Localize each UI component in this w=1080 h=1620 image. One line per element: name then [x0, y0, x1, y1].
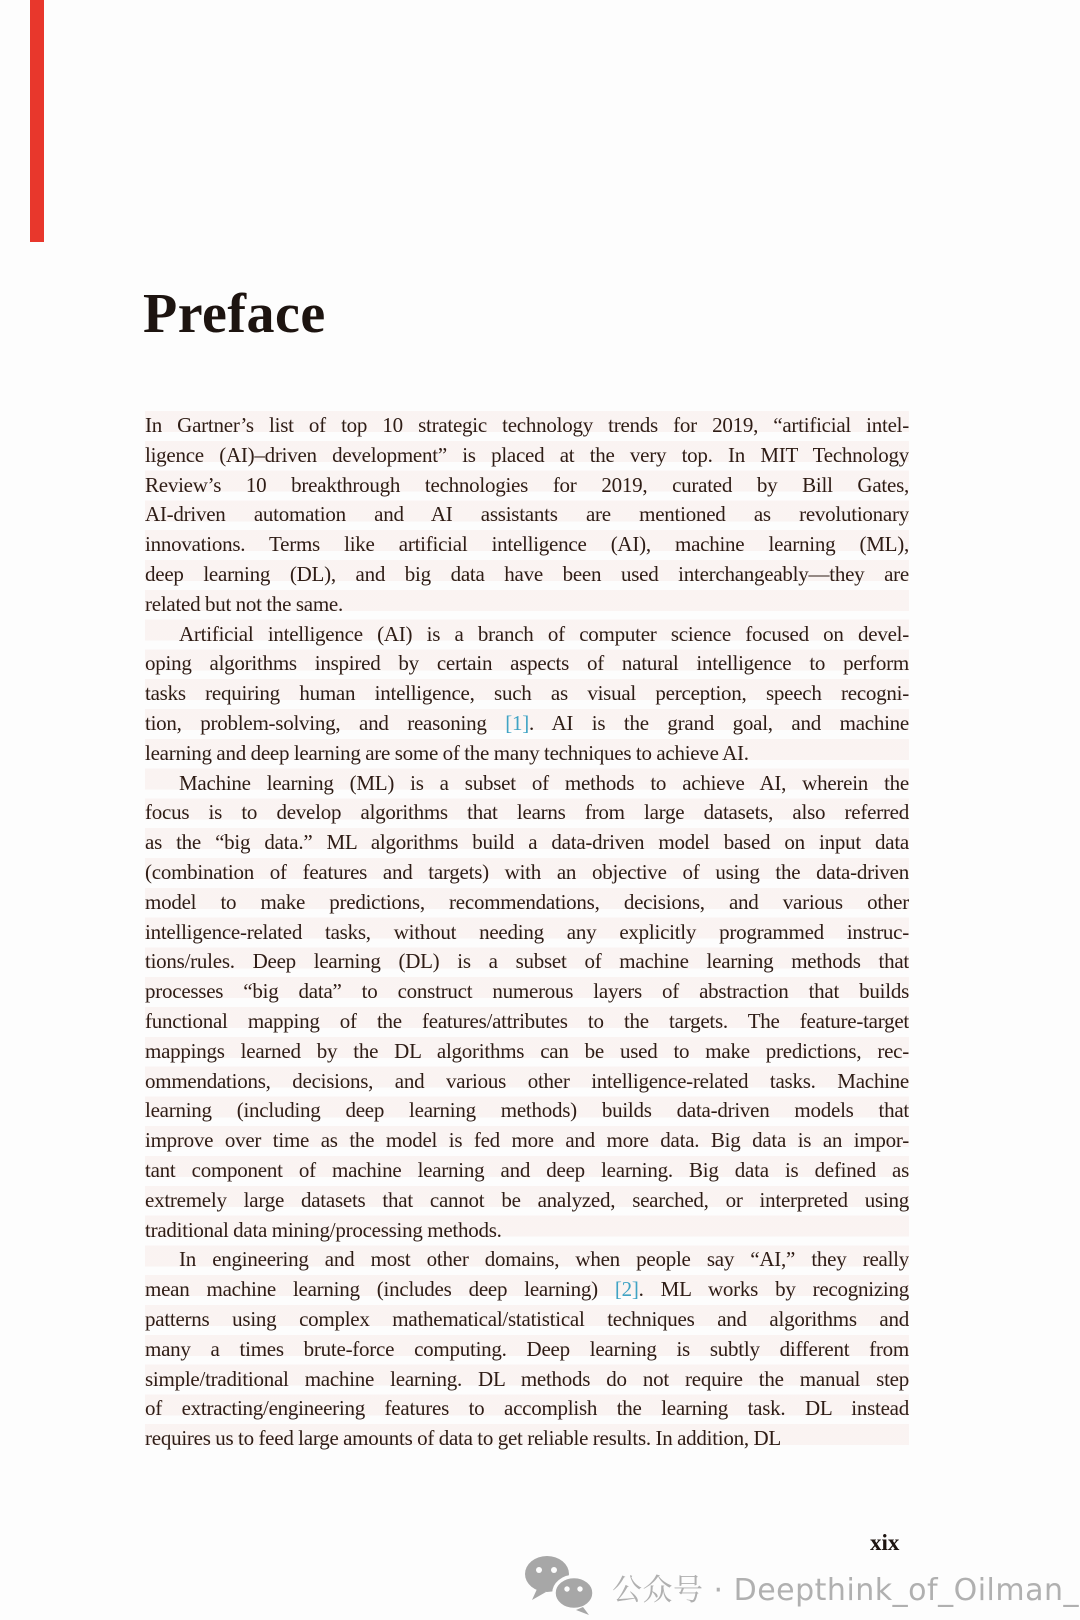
- body-line: learning and deep learning are some of the many techniques to achieve AI.: [145, 740, 749, 765]
- body-line: tasks requiring human intelligence, such as visual perception, speech recogni-: [145, 681, 909, 706]
- body-line: model to make predictions, recommendations, decisions, and various other: [145, 889, 909, 914]
- body-line: Machine learning (ML) is a subset of methods to achieve AI, wherein the: [179, 770, 909, 795]
- page-title: Preface: [143, 282, 326, 345]
- watermark-text: 公众号 · Deepthink_of_Oilman_: [612, 1572, 1079, 1608]
- body-line: mean machine learning (includes deep learning) [2]. ML works by recognizing: [145, 1277, 909, 1302]
- body-text: [145, 411, 909, 1454]
- body-line: Review’s 10 breakthrough technologies for 2019, curated by Bill Gates,: [145, 472, 909, 497]
- body-line: tions/rules. Deep learning (DL) is a subset of machine learning methods that: [145, 949, 909, 974]
- page-number: xix: [870, 1530, 900, 1555]
- body-line: functional mapping of the features/attributes to the targets. The feature-target: [145, 1008, 909, 1033]
- body-line: tant component of machine learning and deep learning. Big data is defined as: [145, 1157, 909, 1182]
- body-line: as the “big data.” ML algorithms build a data-driven model based on input data: [145, 830, 909, 855]
- body-line: mappings learned by the DL algorithms can be used to make predictions, rec-: [145, 1038, 909, 1063]
- body-line: tion, problem-solving, and reasoning [1]. AI is the grand goal, and machine: [145, 710, 909, 735]
- body-line: simple/traditional machine learning. DL methods do not require the manual step: [145, 1366, 909, 1391]
- body-line: of extracting/engineering features to accomplish the learning task. DL instead: [145, 1396, 909, 1421]
- body-line: processes “big data” to construct numerous layers of abstraction that builds: [145, 979, 909, 1004]
- body-line: requires us to feed large amounts of data to get reliable results. In addition, DL: [145, 1426, 781, 1451]
- body-line: intelligence-related tasks, without needing any explicitly programmed instruc-: [145, 919, 909, 944]
- body-line: (combination of features and targets) with an objective of using the data-driven: [145, 859, 909, 884]
- body-line: In Gartner’s list of top 10 strategic technology trends for 2019, “artificial intel-: [145, 413, 909, 437]
- wechat-icon: [522, 1552, 598, 1620]
- body-line: Artificial intelligence (AI) is a branch of computer science focused on devel-: [179, 621, 909, 646]
- body-line: related but not the same.: [145, 591, 343, 616]
- body-line: focus is to develop algorithms that learns from large datasets, also referred: [145, 800, 909, 825]
- body-line: extremely large datasets that cannot be analyzed, searched, or interpreted using: [145, 1187, 909, 1212]
- bookmark-ribbon: [30, 0, 44, 242]
- body-line: ligence (AI)–driven development” is placed at the very top. In MIT Technology: [145, 442, 909, 467]
- body-line: improve over time as the model is fed more and more data. Big data is an impor-: [145, 1128, 909, 1153]
- body-line: In engineering and most other domains, when people say “AI,” they really: [179, 1247, 909, 1272]
- body-line: ommendations, decisions, and various other intelligence-related tasks. Machine: [145, 1068, 909, 1093]
- body-line: many a times brute-force computing. Deep learning is subtly different from: [145, 1336, 909, 1361]
- body-line: patterns using complex mathematical/statistical techniques and algorithms and: [145, 1306, 909, 1331]
- body-line: traditional data mining/processing methods.: [145, 1217, 502, 1242]
- citation-ref[interactable]: [1]: [505, 710, 529, 735]
- body-line: AI-driven automation and AI assistants are mentioned as revolutionary: [145, 502, 909, 527]
- body-line: innovations. Terms like artificial intelligence (AI), machine learning (ML),: [145, 532, 909, 557]
- body-line: deep learning (DL), and big data have been used interchangeably—they are: [145, 561, 909, 586]
- citation-ref[interactable]: [2]: [614, 1277, 639, 1302]
- watermark: [522, 1552, 1079, 1620]
- body-line: oping algorithms inspired by certain aspects of natural intelligence to perform: [145, 651, 909, 676]
- body-line: learning (including deep learning methods) builds data-driven models that: [145, 1098, 909, 1123]
